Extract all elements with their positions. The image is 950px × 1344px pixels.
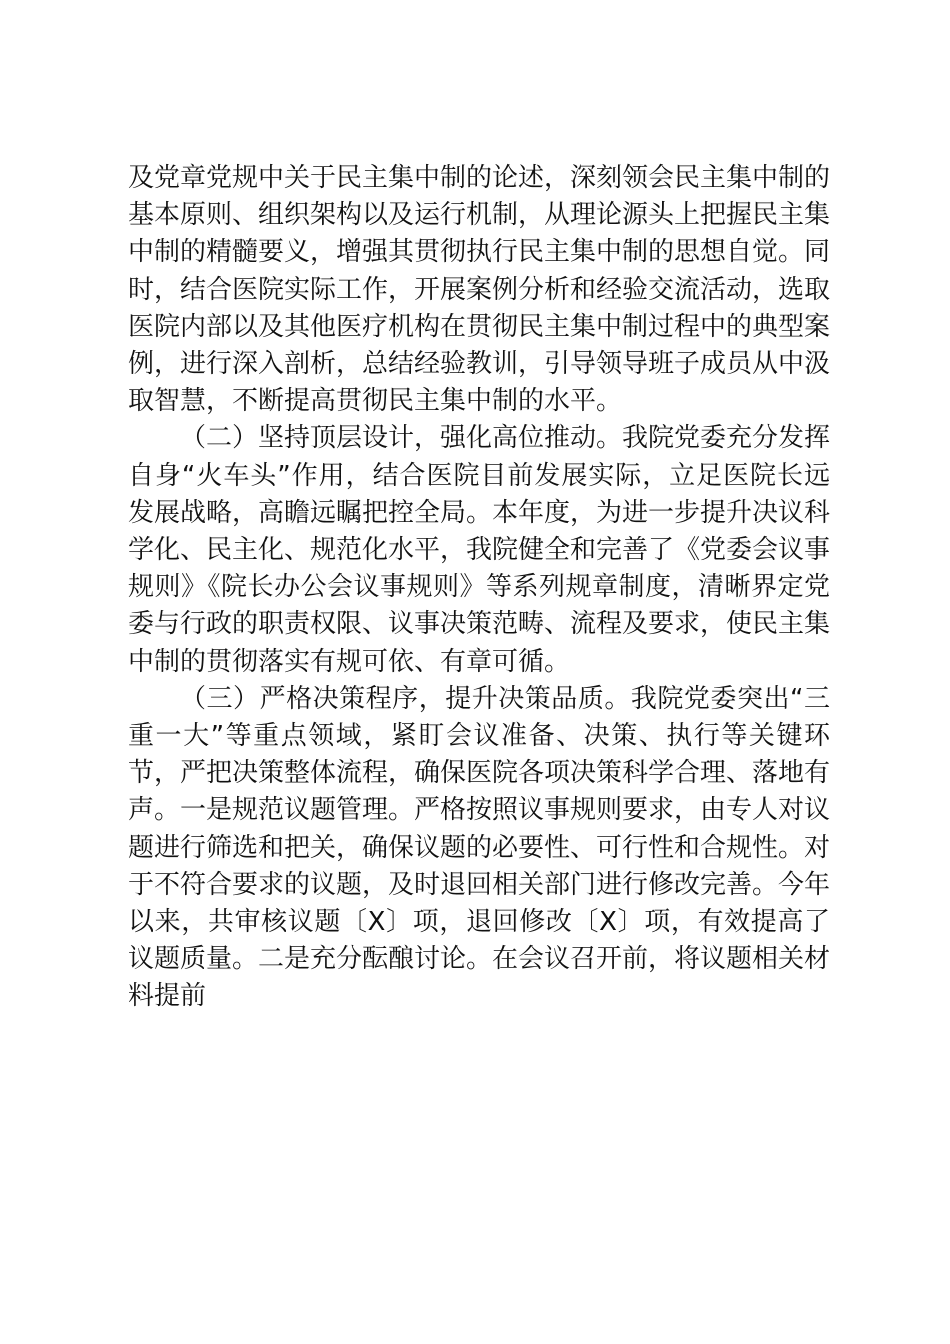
paragraph-section-two: （二）坚持顶层设计，强化高位推动。我院党委充分发挥自身“火车头”作用，结合医院目前发展实际，立足医院长远发展战略，高瞻远瞩把控全局。本年度，为进一步提升决议科学化、民主化、规范化水平，我院健全和完善了《党委会议事规则》《院长办公会议事规则》等系列规章制度，清晰界定党委与行政的职责权限、议事决策范畴、流程及要求，使民主集中制的贯彻落实有规可依、有章可循。 (128, 423, 831, 677)
paragraph-section-three: （三）严格决策程序，提升决策品质。我院党委突出“三重一大”等重点领域，紧盯会议准备、决策、执行等关键环节，严把决策整体流程，确保医院各项决策科学合理、落地有声。一是规范议题管理。严格按照议事规则要求，由专人对议题进行筛选和把关，确保议题的必要性、可行性和合规性。对于不符合要求的议题，及时退回相关部门进行修改完善。今年以来，共审核议题〔X〕项，退回修改〔X〕项，有效提高了议题质量。二是充分酝酿讨论。在会议召开前，将议题相关材料提前 (128, 683, 831, 1012)
paragraph-continuation: 及党章党规中关于民主集中制的论述，深刻领会民主集中制的基本原则、组织架构以及运行机制，从理论源头上把握民主集中制的精髓要义，增强其贯彻执行民主集中制的思想自觉。同时，结合医院实际工作，开展案例分析和经验交流活动，选取医院内部以及其他医疗机构在贯彻民主集中制过程中的典型案例，进行深入剖析，总结经验教训，引导领导班子成员从中汲取智慧，不断提高贯彻民主集中制的水平。 (128, 163, 831, 417)
document-body (128, 160, 830, 1016)
